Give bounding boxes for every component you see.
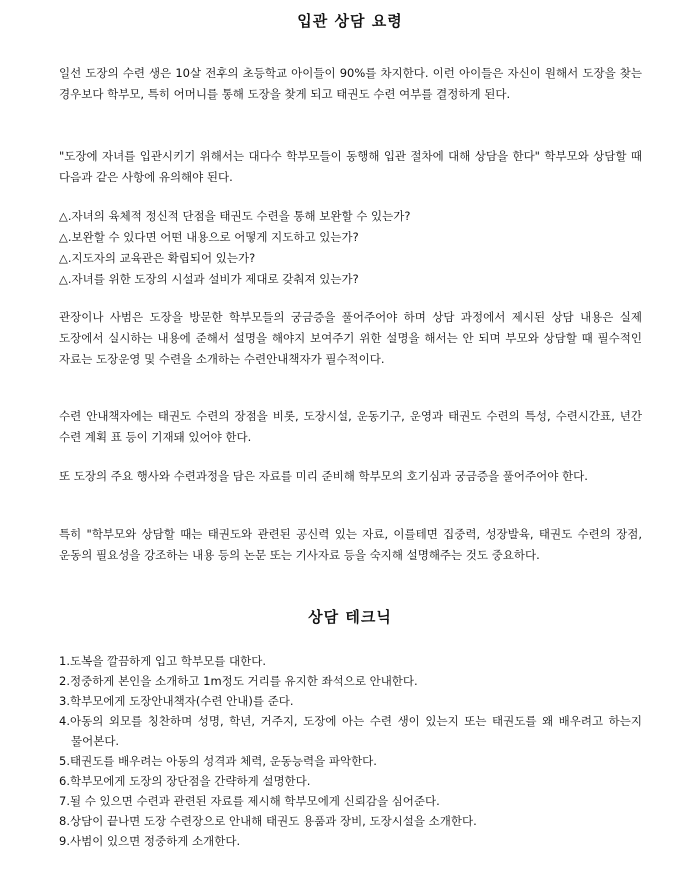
step-item: 7.될 수 있으면 수련과 관련된 자료를 제시해 학부모에게 신뢰감을 심어준다. — [59, 794, 440, 808]
quote-paragraph: "도장에 자녀를 입관시키기 위해서는 대다수 학부모들이 동행해 입관 절차에 대해 상담을 한다" 학부모와 상담할 때 다음과 같은 사항에 유의해야 된다. — [59, 149, 642, 184]
special-paragraph: 특히 "학부모와 상담할 때는 태권도와 관련된 공신력 있는 자료, 이를테면 집중력, 성장발육, 태권도 수련의 장점, 운동의 필요성을 강조하는 내용 등의 논문 또는 기사자료 등을 숙지해 설명해주는 것도 중요하다. — [59, 527, 642, 562]
booklet-paragraph: 수련 안내책자에는 태권도 수련의 장점을 비롯, 도장시설, 운동기구, 운영과 태권도 수련의 특성, 수련시간표, 년간 수련 계획 표 등이 기재돼 있어야 한다. — [59, 409, 642, 444]
step-item: 5.태권도를 배우려는 아동의 성격과 체력, 운동능력을 파악한다. — [59, 754, 377, 768]
step-item: 9.사범이 있으면 정중하게 소개한다. — [59, 834, 241, 848]
page-title: 입관 상담 요령 — [297, 12, 403, 30]
step-item: 2.정중하게 본인을 소개하고 1m정도 거리를 유지한 좌석으로 안내한다. — [59, 674, 418, 688]
technique-steps-list — [59, 651, 642, 851]
step-item: 6.학부모에게 도장의 장단점을 간략하게 설명한다. — [59, 774, 311, 788]
step-item: 4.아동의 외모를 칭찬하며 성명, 학년, 거주지, 도장에 아는 수련 생이 있는지 또는 태권도를 왜 배우려고 하는지 물어본다. — [59, 714, 642, 748]
step-item: 3.학부모에게 도장안내책자(수련 안내)를 준다. — [59, 694, 294, 708]
question-list — [59, 206, 642, 290]
question-item: △.보완할 수 있다면 어떤 내용으로 어떻게 지도하고 있는가? — [59, 230, 359, 244]
intro-paragraph: 일선 도장의 수련 생은 10살 전후의 초등학교 아이들이 90%를 차지한다. 이런 아이들은 자신이 원해서 도장을 찾는 경우보다 학부모, 특히 어머니를 통해 도장을 찾게 되고 태권도 수련 여부를 결정하게 된다. — [59, 66, 642, 101]
step-item: 1.도복을 깔끔하게 입고 학부모를 대한다. — [59, 654, 266, 668]
section-title: 상담 테크닉 — [308, 608, 392, 626]
events-paragraph: 또 도장의 주요 행사와 수련과정을 담은 자료를 미리 준비해 학부모의 호기심과 궁금증을 풀어주어야 한다. — [59, 469, 588, 483]
guide-paragraph: 관장이나 사범은 도장을 방문한 학부모들의 궁금증을 풀어주어야 하며 상담 과정에서 제시된 상담 내용은 실제 도장에서 실시하는 내용에 준해서 설명을 해야지 보여주기 위한 설명을 해서는 안 되며 부모와 상담할 때 필수적인 자료는 도장운영 및 수련을 소개하는 수련안내책자가 필수적이다. — [59, 310, 642, 366]
question-item: △.자녀의 육체적 정신적 단점을 태권도 수련을 통해 보완할 수 있는가? — [59, 209, 411, 223]
step-item: 8.상담이 끝나면 도장 수련장으로 안내해 태권도 용품과 장비, 도장시설을 소개한다. — [59, 814, 477, 828]
question-item: △.지도자의 교육관은 확립되어 있는가? — [59, 251, 256, 265]
question-item: △.자녀를 위한 도장의 시설과 설비가 제대로 갖춰져 있는가? — [59, 272, 359, 286]
